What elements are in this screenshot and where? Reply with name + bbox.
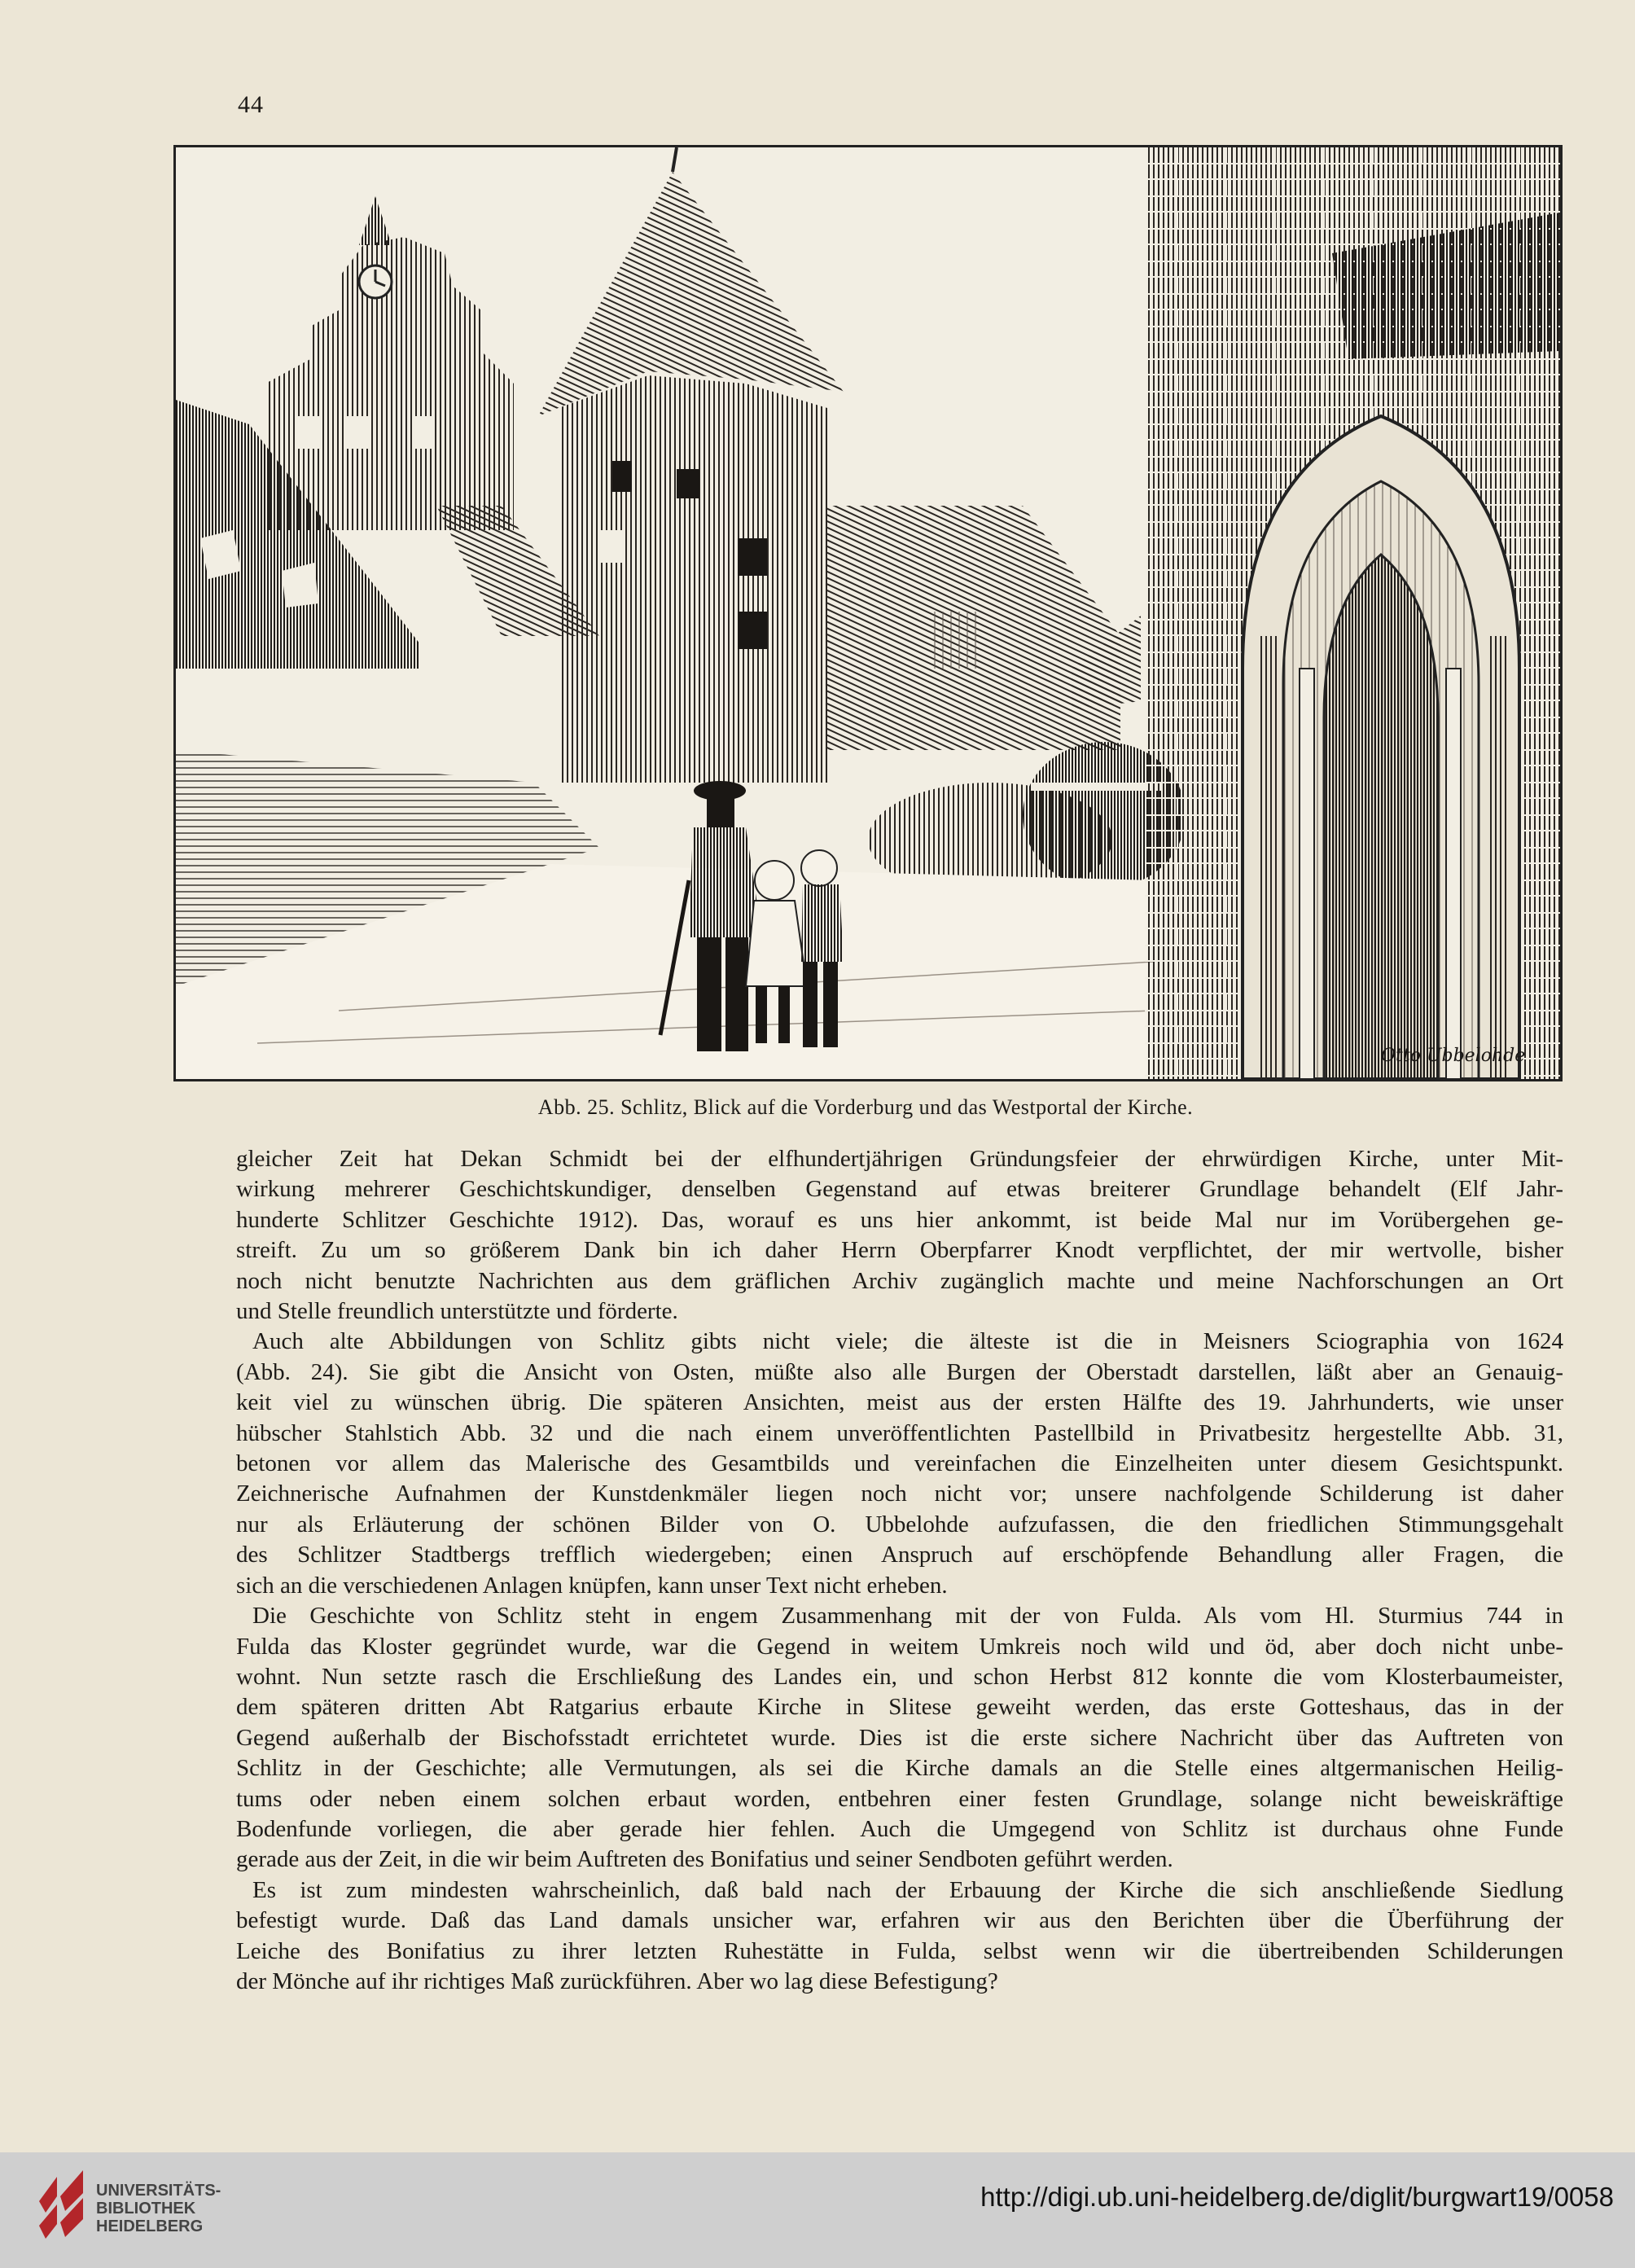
- text-line: Zeichnerische Aufnahmen der Kunstdenkmäler liegen noch nicht vor; unsere nachfolgende Schilderung ist daher: [236, 1481, 1563, 1507]
- text-line: wirkung mehrerer Geschichtskundiger, denselben Gegenstand auf etwas breiterer Grundlage behandelt (Elf Jahr-: [236, 1176, 1563, 1203]
- library-logo-text: [96, 2182, 221, 2235]
- engraving-drawing: [176, 147, 1560, 1079]
- illustration-schlitz-vorderburg: [173, 145, 1563, 1081]
- text-line: Leiche des Bonifatius zu ihrer letzten Ruhestätte in Fulda, selbst wenn wir die übertreibenden Schilderungen: [236, 1937, 1563, 1964]
- text-line: Bodenfunde vorliegen, die aber gerade hier fehlen. Auch die Umgegend von Schlitz ist durchaus ohne Funde: [236, 1815, 1563, 1842]
- text-line: Gegend außerhalb der Bischofsstadt errichtetet wurde. Dies ist die erste sichere Nachricht über das Auftreten von: [236, 1724, 1563, 1751]
- text-line: wohnt. Nun setzte rasch die Erschließung des Landes ein, und schon Herbst 812 konnte die vom Klosterbaumeister,: [236, 1663, 1563, 1690]
- text-line: befestigt wurde. Daß das Land damals unsicher war, erfahren wir aus den Berichten über die Überführung der: [236, 1907, 1563, 1934]
- text-line: Die Geschichte von Schlitz steht in engem Zusammenhang mit der von Fulda. Als vom Hl. Sturmius 744 in: [252, 1603, 1563, 1630]
- text-line: Es ist zum mindesten wahrscheinlich, daß bald nach der Erbauung der Kirche die sich anschließende Siedlung: [252, 1876, 1563, 1903]
- text-line: sich an die verschiedenen Anlagen knüpfen, kann unser Text nicht erheben.: [236, 1572, 948, 1599]
- footer-bar: [0, 2152, 1635, 2268]
- text-line: Schlitz in der Geschichte; alle Vermutungen, als sei die Kirche damals an die Stelle eines altgermanischen Heilig-: [236, 1755, 1563, 1782]
- artist-signature: Otto Ubbelohde: [1381, 1046, 1526, 1066]
- logo-line: BIBLIOTHEK: [96, 2200, 196, 2218]
- page-number: 44: [238, 91, 264, 118]
- figure-caption: Abb. 25. Schlitz, Blick auf die Vorderburg und das Westportal der Kirche.: [537, 1095, 1194, 1119]
- text-line: Fulda das Kloster gegründet wurde, war die Gegend in weitem Umkreis noch wild und öd, aber doch nicht unbe-: [236, 1633, 1563, 1660]
- text-line: betonen vor allem das Malerische des Gesamtbilds und vereinfachen die Einzelheiten unter diesem Gesichtspunkt.: [236, 1450, 1563, 1477]
- text-line: hübscher Stahlstich Abb. 32 und die nach einem unveröffentlichten Pastellbild in Privatbesitz hergestellte Abb. 31,: [236, 1419, 1563, 1446]
- text-line: der Mönche auf ihr richtiges Maß zurückführen. Aber wo lag diese Befestigung?: [236, 1968, 998, 1994]
- text-line: und Stelle freundlich unterstützte und förderte.: [236, 1298, 678, 1325]
- source-url-link[interactable]: http://digi.ub.uni-heidelberg.de/diglit/burgwart19/0058: [980, 2182, 1614, 2212]
- text-line: keit viel zu wünschen übrig. Die späteren Ansichten, meist aus der ersten Hälfte des 19. Jahrhunderts, wie unser: [236, 1389, 1563, 1416]
- text-line: dem späteren dritten Abt Ratgarius erbaute Kirche in Slitese geweiht werden, das erste Gotteshaus, das in der: [236, 1694, 1563, 1721]
- text-line: gleicher Zeit hat Dekan Schmidt bei der elfhundertjährigen Gründungsfeier der ehrwürdigen Kirche, unter Mit-: [236, 1146, 1563, 1172]
- text-line: noch nicht benutzte Nachrichten aus dem gräflichen Archiv zugänglich machte und meine Nachforschungen an Ort: [236, 1267, 1563, 1294]
- text-line: Auch alte Abbildungen von Schlitz gibts nicht viele; die älteste ist die in Meisners Sciographia von 1624: [252, 1328, 1563, 1355]
- text-line: tums oder neben einem solchen erbaut worden, entbehren einer festen Grundlage, solange nicht beweiskräftige: [236, 1785, 1563, 1812]
- text-line: hunderte Schlitzer Geschichte 1912). Das, worauf es uns hier ankommt, ist beide Mal nur im Vorübergehen ge-: [236, 1206, 1563, 1233]
- text-line: gerade aus der Zeit, in die wir beim Auftreten des Bonifatius und seiner Sendboten geführt werden.: [236, 1846, 1173, 1873]
- logo-line: HEIDELBERG: [96, 2218, 204, 2235]
- text-line: streift. Zu um so größerem Dank bin ich daher Herrn Oberpfarrer Knodt verpflichtet, der mir wertvolle, bisher: [236, 1237, 1563, 1264]
- text-line: des Schlitzer Stadtbergs trefflich wiedergeben; einen Anspruch auf erschöpfende Behandlung aller Fragen, die: [236, 1542, 1563, 1568]
- logo-line: UNIVERSITÄTS-: [96, 2182, 221, 2200]
- library-logo-icon: [33, 2169, 90, 2250]
- text-line: nur als Erläuterung der schönen Bilder von O. Ubbelohde aufzufassen, die den friedlichen Stimmungsgehalt: [236, 1511, 1563, 1538]
- article-body: [236, 1144, 1563, 1997]
- text-line: (Abb. 24). Sie gibt die Ansicht von Osten, müßte also alle Burgen der Oberstadt darstellen, läßt aber an Genauig-: [236, 1358, 1563, 1385]
